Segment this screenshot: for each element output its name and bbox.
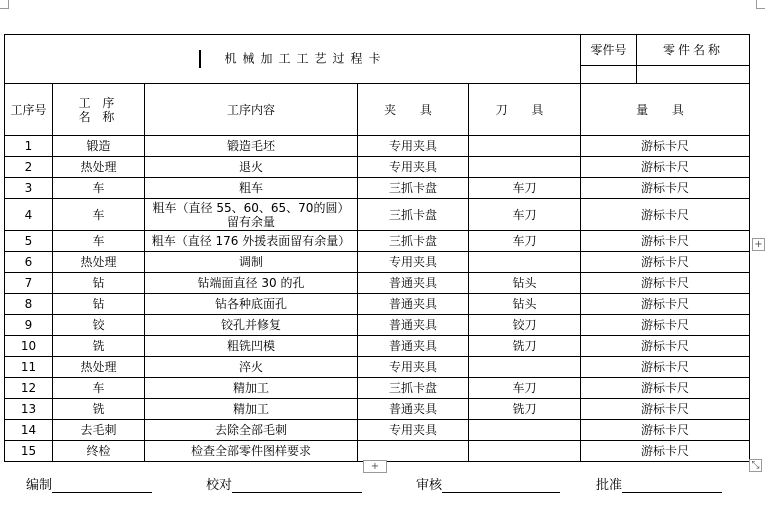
- gauge-cell[interactable]: [581, 378, 750, 399]
- table-row: [5, 294, 750, 315]
- step-no-cell-text: 14: [20, 423, 37, 437]
- table-row: [5, 441, 750, 462]
- header-tool-label: 刀 具: [495, 102, 554, 117]
- step-name-cell-text: 铣: [92, 402, 105, 416]
- step-content-cell[interactable]: [145, 178, 358, 199]
- step-content-cell-text: 调制: [238, 255, 263, 269]
- gauge-cell-text: 游标卡尺: [641, 255, 690, 269]
- step-no-cell-text: 1: [24, 139, 33, 153]
- gauge-cell-text: 游标卡尺: [641, 444, 690, 458]
- tool-cell-text: 车刀: [512, 381, 537, 395]
- gauge-cell[interactable]: [581, 294, 750, 315]
- step-content-cell[interactable]: [145, 441, 358, 462]
- step-no-cell-text: 7: [24, 276, 33, 290]
- tool-cell[interactable]: [469, 157, 581, 178]
- fixture-cell[interactable]: [358, 441, 469, 462]
- tool-cell[interactable]: [469, 357, 581, 378]
- step-no-cell[interactable]: [5, 199, 53, 231]
- step-name-cell[interactable]: [53, 399, 145, 420]
- step-content-cell[interactable]: [145, 420, 358, 441]
- process-card-table[interactable]: [4, 34, 750, 462]
- step-name-cell[interactable]: [53, 294, 145, 315]
- gauge-cell[interactable]: [581, 252, 750, 273]
- step-content-cell[interactable]: [145, 231, 358, 252]
- step-name-cell[interactable]: [53, 336, 145, 357]
- fixture-cell[interactable]: [358, 336, 469, 357]
- gauge-cell[interactable]: [581, 399, 750, 420]
- fixture-cell-text: 三抓卡盘: [388, 381, 437, 395]
- tool-cell-text: 车刀: [512, 181, 537, 195]
- fixture-cell-text: 三抓卡盘: [388, 207, 437, 222]
- step-content-cell[interactable]: [145, 136, 358, 157]
- gauge-cell-text: 游标卡尺: [641, 318, 690, 332]
- tool-cell[interactable]: [469, 252, 581, 273]
- fixture-cell-text: 专用夹具: [388, 139, 437, 153]
- step-content-cell-text: 精加工: [232, 381, 269, 395]
- tool-cell-text: 铣刀: [512, 402, 537, 416]
- step-name-cell[interactable]: [53, 231, 145, 252]
- step-content-cell[interactable]: [145, 336, 358, 357]
- tool-cell[interactable]: [469, 231, 581, 252]
- step-no-cell-text: 6: [24, 255, 33, 269]
- fixture-cell-text: 普通夹具: [388, 318, 437, 332]
- tool-cell[interactable]: [469, 273, 581, 294]
- step-name-cell[interactable]: [53, 378, 145, 399]
- header-fixture-label: 夹 具: [384, 102, 442, 117]
- fixture-cell[interactable]: [358, 357, 469, 378]
- step-name-cell[interactable]: [53, 273, 145, 294]
- header-gauge-label: 量 具: [636, 102, 694, 117]
- step-content-cell[interactable]: [145, 315, 358, 336]
- step-name-cell-text: 热处理: [80, 360, 117, 374]
- fixture-cell[interactable]: [358, 399, 469, 420]
- fixture-cell[interactable]: [358, 157, 469, 178]
- fixture-cell[interactable]: [358, 420, 469, 441]
- gauge-cell-text: 游标卡尺: [641, 181, 690, 195]
- fixture-cell[interactable]: [358, 294, 469, 315]
- table-row: [5, 399, 750, 420]
- fixture-cell[interactable]: [358, 178, 469, 199]
- fixture-cell-text: 三抓卡盘: [388, 181, 437, 195]
- tool-cell[interactable]: [469, 336, 581, 357]
- header-content-label: 工序内容: [226, 102, 275, 117]
- step-name-cell[interactable]: [53, 315, 145, 336]
- fixture-cell[interactable]: [358, 136, 469, 157]
- part-name-value-cell[interactable]: [637, 66, 750, 84]
- step-name-cell-text: 铰: [92, 318, 105, 332]
- gauge-cell[interactable]: [581, 199, 750, 231]
- tool-cell[interactable]: [469, 420, 581, 441]
- step-name-cell[interactable]: [53, 420, 145, 441]
- gauge-cell[interactable]: [581, 336, 750, 357]
- step-content-cell[interactable]: [145, 378, 358, 399]
- part-no-label: 零件号: [590, 43, 627, 57]
- footer-checked: [206, 474, 362, 493]
- gauge-cell-text: 游标卡尺: [641, 207, 690, 222]
- gauge-cell-text: 游标卡尺: [641, 381, 690, 395]
- gauge-cell-text: 游标卡尺: [641, 297, 690, 311]
- step-name-cell-text: 铣: [92, 339, 105, 353]
- step-no-cell-text: 3: [24, 181, 33, 195]
- step-name-cell-text: 钻: [92, 297, 105, 311]
- footer-checked-line[interactable]: [232, 478, 362, 493]
- fixture-cell[interactable]: [358, 252, 469, 273]
- part-name-label: 零件名称: [663, 43, 724, 57]
- gauge-cell[interactable]: [581, 178, 750, 199]
- step-name-cell[interactable]: [53, 357, 145, 378]
- signature-footer: [0, 474, 777, 494]
- step-name-cell-text: 车: [92, 207, 105, 222]
- table-row: [5, 357, 750, 378]
- step-name-cell[interactable]: [53, 252, 145, 273]
- fixture-cell-text: 普通夹具: [388, 276, 437, 290]
- step-content-cell[interactable]: [145, 294, 358, 315]
- header-step-name-label: 工 序 名 称: [78, 95, 119, 124]
- step-content-cell[interactable]: [145, 199, 358, 231]
- step-name-cell[interactable]: [53, 441, 145, 462]
- header-gauge[interactable]: [581, 84, 750, 136]
- table-row: [5, 157, 750, 178]
- tool-cell-text: 铰刀: [512, 318, 537, 332]
- step-no-cell-text: 10: [20, 339, 37, 353]
- step-content-cell[interactable]: [145, 157, 358, 178]
- table-row: [5, 315, 750, 336]
- page-corner-mark-top-left: [0, 0, 9, 9]
- tool-cell-text: 钻头: [512, 276, 537, 290]
- step-no-cell[interactable]: [5, 273, 53, 294]
- fixture-cell[interactable]: [358, 378, 469, 399]
- header-content[interactable]: [145, 84, 358, 136]
- step-name-cell[interactable]: [53, 199, 145, 231]
- fixture-cell[interactable]: [358, 273, 469, 294]
- tool-cell[interactable]: [469, 315, 581, 336]
- add-row-plus-icon[interactable]: +: [363, 460, 387, 473]
- part-no-label-cell[interactable]: [581, 35, 637, 66]
- gauge-cell[interactable]: [581, 136, 750, 157]
- tool-cell-text: 铣刀: [512, 339, 537, 353]
- tool-cell[interactable]: [469, 378, 581, 399]
- fixture-cell-text: 专用夹具: [388, 160, 437, 174]
- header-step-no-label: 工序号: [10, 102, 47, 117]
- header-step-no[interactable]: [5, 84, 53, 136]
- step-content-cell-text: 退火: [238, 160, 263, 174]
- fixture-cell-text: 普通夹具: [388, 297, 437, 311]
- step-name-cell-text: 锻造: [86, 139, 111, 153]
- step-name-cell-text: 车: [92, 181, 105, 195]
- tool-cell[interactable]: [469, 136, 581, 157]
- gauge-cell-text: 游标卡尺: [641, 160, 690, 174]
- footer-approved: [596, 474, 722, 493]
- step-content-cell-text: 锻造毛坯: [226, 139, 275, 153]
- part-no-value-cell[interactable]: [581, 66, 637, 84]
- add-column-plus-icon[interactable]: +: [752, 238, 765, 251]
- footer-compiled-line[interactable]: [52, 478, 152, 493]
- table-row: [5, 136, 750, 157]
- fixture-cell-text: 三抓卡盘: [388, 234, 437, 248]
- footer-reviewed-label: 审核: [416, 478, 443, 493]
- step-no-cell-text: 12: [20, 381, 37, 395]
- fixture-cell[interactable]: [358, 199, 469, 231]
- step-no-cell[interactable]: [5, 336, 53, 357]
- tool-cell[interactable]: [469, 178, 581, 199]
- footer-approved-label: 批准: [596, 478, 623, 493]
- tool-cell-text: 车刀: [512, 207, 537, 222]
- card-title-cell[interactable]: [5, 35, 581, 84]
- header-fixture[interactable]: [358, 84, 469, 136]
- fixture-cell-text: 普通夹具: [388, 339, 437, 353]
- gauge-cell[interactable]: [581, 273, 750, 294]
- step-content-cell-text: 去除全部毛刺: [214, 423, 287, 437]
- step-no-cell[interactable]: [5, 315, 53, 336]
- table-row: [5, 273, 750, 294]
- step-name-cell-text: 车: [92, 234, 105, 248]
- footer-reviewed: [416, 474, 560, 493]
- step-content-cell-text: 粗车: [238, 181, 263, 195]
- step-no-cell[interactable]: [5, 441, 53, 462]
- gauge-cell-text: 游标卡尺: [641, 423, 690, 437]
- table-row: [5, 336, 750, 357]
- step-no-cell-text: 2: [24, 160, 33, 174]
- step-no-cell-text: 11: [20, 360, 37, 374]
- step-content-cell-text: 精加工: [232, 402, 269, 416]
- fixture-cell[interactable]: [358, 231, 469, 252]
- step-no-cell[interactable]: [5, 252, 53, 273]
- step-name-cell[interactable]: [53, 136, 145, 157]
- fixture-cell-text: 专用夹具: [388, 360, 437, 374]
- step-no-cell-text: 4: [24, 207, 33, 222]
- tool-cell[interactable]: [469, 441, 581, 462]
- footer-checked-label: 校对: [206, 478, 233, 493]
- gauge-cell-text: 游标卡尺: [641, 339, 690, 353]
- step-no-cell[interactable]: [5, 157, 53, 178]
- step-content-cell-text: 粗车（直径 176 外援表面留有余量）: [151, 234, 351, 248]
- header-step-name[interactable]: [53, 84, 145, 136]
- header-tool[interactable]: [469, 84, 581, 136]
- table-row: [5, 231, 750, 252]
- table-row: [5, 420, 750, 441]
- tool-cell-text: 钻头: [512, 297, 537, 311]
- table-row: [5, 178, 750, 199]
- gauge-cell[interactable]: [581, 315, 750, 336]
- fixture-cell-text: 专用夹具: [388, 423, 437, 437]
- table-row: [5, 199, 750, 231]
- step-content-cell-text: 钻各种底面孔: [214, 297, 287, 311]
- step-no-cell-text: 9: [24, 318, 33, 332]
- step-name-cell-text: 钻: [92, 276, 105, 290]
- tool-cell[interactable]: [469, 294, 581, 315]
- footer-reviewed-line[interactable]: [442, 478, 560, 493]
- gauge-cell[interactable]: [581, 357, 750, 378]
- step-name-cell-text: 热处理: [80, 160, 117, 174]
- step-name-cell-text: 终检: [86, 444, 111, 458]
- step-name-cell[interactable]: [53, 157, 145, 178]
- footer-compiled: [26, 474, 152, 493]
- tool-cell[interactable]: [469, 399, 581, 420]
- card-title: 机械加工工艺过程卡: [224, 51, 387, 66]
- gauge-cell-text: 游标卡尺: [641, 360, 690, 374]
- step-name-cell-text: 车: [92, 381, 105, 395]
- step-content-cell-text: 检查全部零件图样要求: [190, 444, 311, 458]
- page-corner-mark-top-right: [756, 0, 765, 9]
- gauge-cell[interactable]: [581, 420, 750, 441]
- step-content-cell-text: 铰孔并修复: [220, 318, 281, 332]
- fixture-cell-text: 普通夹具: [388, 402, 437, 416]
- table-row: [5, 378, 750, 399]
- title-marker: [199, 50, 201, 68]
- footer-compiled-label: 编制: [26, 478, 53, 493]
- step-name-cell-text: 热处理: [80, 255, 117, 269]
- table-resize-handle-icon[interactable]: ⤡: [749, 459, 762, 472]
- step-no-cell[interactable]: [5, 136, 53, 157]
- step-no-cell-text: 15: [20, 444, 37, 458]
- column-header-row: [5, 84, 750, 136]
- step-no-cell[interactable]: [5, 294, 53, 315]
- gauge-cell[interactable]: [581, 157, 750, 178]
- tool-cell-text: 车刀: [512, 234, 537, 248]
- gauge-cell[interactable]: [581, 231, 750, 252]
- title-row: [5, 35, 750, 66]
- step-no-cell-text: 13: [20, 402, 37, 416]
- step-content-cell-text: 钻端面直径 30 的孔: [197, 276, 305, 290]
- gauge-cell[interactable]: [581, 441, 750, 462]
- step-content-cell[interactable]: [145, 273, 358, 294]
- gauge-cell-text: 游标卡尺: [641, 402, 690, 416]
- step-no-cell[interactable]: [5, 378, 53, 399]
- tool-cell[interactable]: [469, 199, 581, 231]
- step-no-cell[interactable]: [5, 178, 53, 199]
- step-no-cell[interactable]: [5, 399, 53, 420]
- step-no-cell-text: 5: [24, 234, 33, 248]
- step-content-cell[interactable]: [145, 252, 358, 273]
- fixture-cell[interactable]: [358, 315, 469, 336]
- gauge-cell-text: 游标卡尺: [641, 234, 690, 248]
- step-no-cell[interactable]: [5, 357, 53, 378]
- step-content-cell-text: 粗铣凹模: [226, 339, 275, 353]
- step-name-cell[interactable]: [53, 178, 145, 199]
- step-no-cell[interactable]: [5, 420, 53, 441]
- step-content-cell-text: 粗车（直径 55、60、65、70的圆）留有余量: [152, 200, 350, 229]
- step-no-cell[interactable]: [5, 231, 53, 252]
- step-name-cell-text: 去毛刺: [80, 423, 117, 437]
- step-no-cell-text: 8: [24, 297, 33, 311]
- gauge-cell-text: 游标卡尺: [641, 139, 690, 153]
- footer-approved-line[interactable]: [622, 478, 722, 493]
- fixture-cell-text: 专用夹具: [388, 255, 437, 269]
- table-row: [5, 252, 750, 273]
- gauge-cell-text: 游标卡尺: [641, 276, 690, 290]
- part-name-label-cell[interactable]: [637, 35, 750, 66]
- step-content-cell[interactable]: [145, 357, 358, 378]
- step-content-cell-text: 淬火: [238, 360, 263, 374]
- step-content-cell[interactable]: [145, 399, 358, 420]
